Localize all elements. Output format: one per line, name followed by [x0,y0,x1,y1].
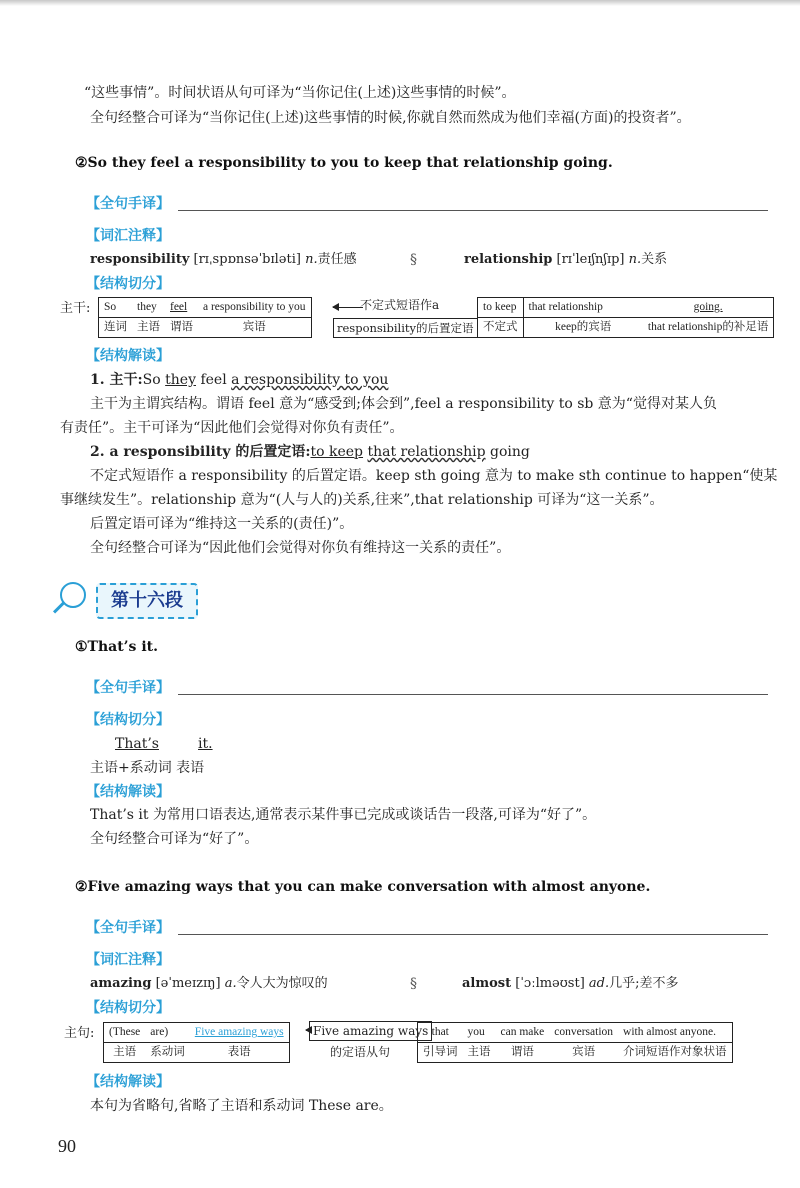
role-relative: 引导词 [418,1043,463,1063]
vocab-entry [90,974,328,994]
cell-they: they [132,298,165,318]
tag-vocabulary: 【词汇注释】 [86,228,170,244]
cell-that: that [418,1023,463,1043]
cell-object: a responsibility to you [198,298,311,318]
cell-conversation: conversation [549,1023,618,1043]
main-label: 主干: [60,301,91,316]
vocab-entry [464,250,667,270]
word-feel: feel [196,372,232,388]
attr-label-top: Five amazing ways [309,1021,432,1041]
word-to-keep: to keep [310,444,364,460]
vocab-entry [462,974,679,994]
page-number: 90 [58,1136,76,1156]
analysis-2-summary: 全句经整合可译为“因此他们会觉得对你负有维持这一关系的责任”。 [90,540,511,556]
section-title: 第十六段 [96,583,198,619]
vocab-def: 令人大为惊叹的 [236,976,328,991]
tag-analysis: 【结构解读】 [86,784,170,800]
structure-box-clause [417,1022,733,1063]
translation-line [178,694,768,695]
role-pred: 表语 [190,1043,289,1063]
attr-label-bottom: 的定语从句 [330,1045,391,1059]
vocab-pos: a. [224,976,237,991]
sentence-heading: ①That’s it. [75,639,158,655]
intro-line-1: “这些事情”。时间状语从句可译为“当你记住(上述)这些事情的时候”。 [84,85,516,101]
role-complement: that relationship的补足语 [643,318,774,338]
vocab-word: amazing [90,976,152,991]
vocab-def: 责任感 [317,252,357,267]
cell-five-ways: Five amazing ways [190,1023,289,1043]
role-conj: 连词 [99,318,133,338]
vocab-ipa: [əˈmeɪzɪŋ] [155,976,221,991]
tag-structure: 【结构切分】 [86,1000,170,1016]
word-it: it. [198,736,213,752]
structure-box-main [103,1022,290,1063]
role-infinitive: 不定式 [478,318,524,338]
role-pred: 谓语 [165,318,198,338]
vocab-word: relationship [464,252,553,267]
role-subj: 主语 [132,318,165,338]
vocab-entry [90,250,357,270]
translation-line [178,934,768,935]
vocab-def: 关系 [641,252,668,267]
arrow-icon [333,307,363,308]
tag-full-translation: 【全句手译】 [86,680,170,696]
vocab-word: almost [462,976,512,991]
word-that-relationship: that relationship [367,444,486,460]
word-object: a responsibility to you [231,372,389,388]
vocab-def: 几乎;差不多 [609,976,679,991]
cell-these: (These [104,1023,146,1043]
magnifier-icon [60,582,86,608]
translation-line [178,210,768,211]
vocab-word: responsibility [90,252,190,267]
sentence-heading: ②Five amazing ways that you can make conversation with almost anyone. [75,879,651,895]
role-adverbial: 介词短语作对象状语 [618,1043,732,1063]
tag-structure: 【结构切分】 [86,712,170,728]
cell-feel: feel [165,298,198,318]
cell-are: are) [145,1023,190,1043]
tag-full-translation: 【全句手译】 [86,196,170,212]
role-obj: 宾语 [549,1043,618,1063]
analysis-para: That’s it 为常用口语表达,通常表示某件事已完成或谈话告一段落,可译为“好了”。 [90,807,597,823]
vocab-separator-icon: § [410,252,417,268]
attr-label-top: 不定式短语作a [360,298,440,312]
analysis-1-para: 主干为主谓宾结构。谓语 feel 意为“感受到;体会到”,feel a responsibility to sb 意为“觉得对某人负 [90,396,717,412]
role-pred: 谓语 [496,1043,550,1063]
word-so: So [142,372,166,388]
vocab-pos: ad. [588,976,610,991]
vocab-pos: n. [628,252,642,267]
vocab-ipa: [ˈɔːlməʊst] [515,976,585,991]
analysis-2-para: 后置定语可译为“维持这一关系的(责任)”。 [90,516,354,532]
analysis-1-heading [90,370,388,390]
structure-box-infinitive [477,297,774,338]
role-subj: 主语 [104,1043,146,1063]
word-thats: That’s [115,736,159,752]
intro-line-2: 全句经整合可译为“当你记住(上述)这些事情的时候,你就自然而然成为他们幸福(方面)的投资者”。 [90,110,691,126]
role-subj: 主语 [463,1043,496,1063]
role-keep-object: keep的宾语 [523,318,643,338]
sentence-heading: ②So they feel a responsibility to you to keep that relationship going. [75,155,613,171]
tag-vocabulary: 【词汇注释】 [86,952,170,968]
role-linking: 系动词 [145,1043,190,1063]
section-heading [60,580,210,620]
analysis-summary: 全句经整合可译为“好了”。 [90,831,259,847]
tag-full-translation: 【全句手译】 [86,920,170,936]
cell-that-relationship: that relationship [523,298,643,318]
tag-analysis: 【结构解读】 [86,1074,170,1090]
top-edge [0,0,800,6]
role-obj: 宾语 [198,318,311,338]
cell-to-keep: to keep [478,298,524,318]
analysis-1-para: 有责任”。主干可译为“因此他们会觉得对你负有责任”。 [60,420,404,436]
vocab-pos: n. [305,252,318,267]
vocab-ipa: [rɪˌspɒnsəˈbɪləti] [193,252,301,267]
analysis-para: 本句为省略句,省略了主语和系动词 These are。 [90,1098,393,1114]
structure-box-main [98,297,312,338]
cell-so: So [99,298,133,318]
role-labels: 主语+系动词 表语 [90,760,205,776]
tag-analysis: 【结构解读】 [86,348,170,364]
vocab-separator-icon: § [410,976,417,992]
word-going: going [485,444,530,460]
word-they: they [165,372,196,388]
attr-label-bottom: responsibility的后置定语 [333,318,478,338]
cell-can-make: can make [496,1023,550,1043]
main-label: 主句: [64,1026,95,1041]
vocab-ipa: [rɪˈleɪʃnʃɪp] [556,252,625,267]
cell-with-almost-anyone: with almost anyone. [618,1023,732,1043]
analysis-2-para: 事继续发生”。relationship 意为“(人与人的)关系,往来”,that relationship 可译为“这一关系”。 [60,492,664,508]
cell-going: going. [643,298,774,318]
analysis-2-para: 不定式短语作 a responsibility 的后置定语。keep sth going 意为 to make sth continue to happen“使某 [90,468,778,484]
cell-you: you [463,1023,496,1043]
analysis-2-label: 2. a responsibility 的后置定语: [90,444,311,460]
tag-structure: 【结构切分】 [86,276,170,292]
analysis-2-heading [90,442,530,462]
analysis-1-label: 1. 主干: [90,372,143,388]
